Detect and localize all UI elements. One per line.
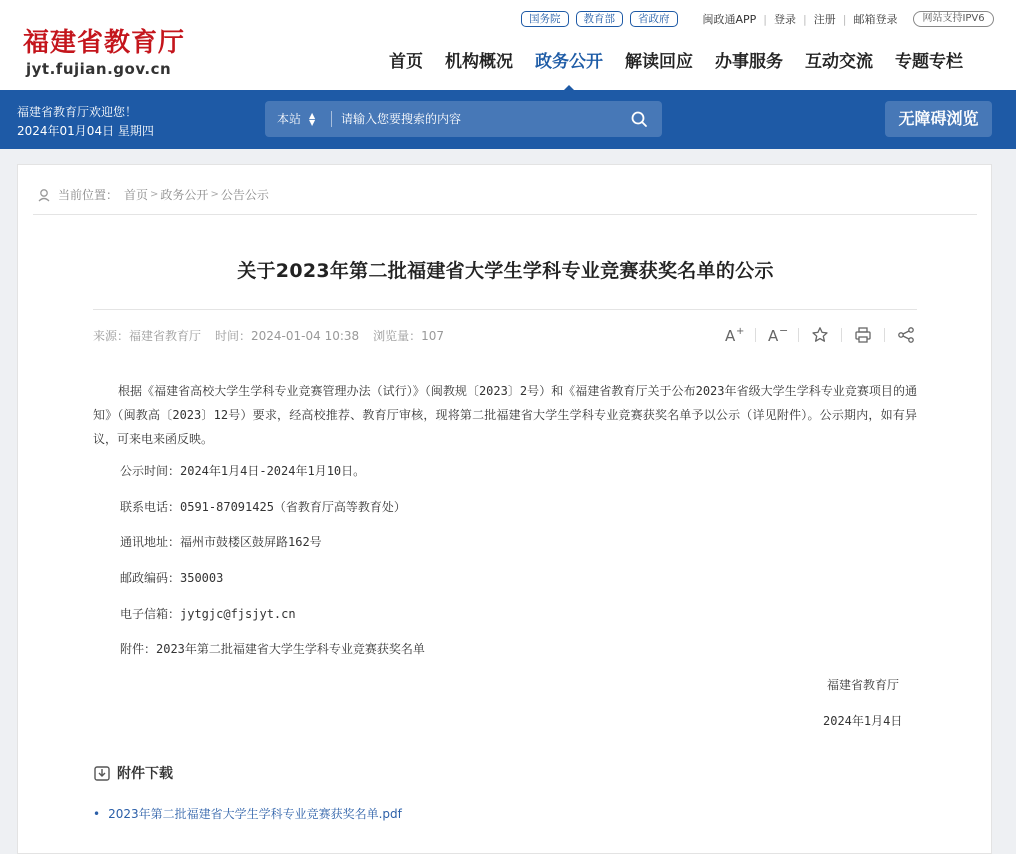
divider bbox=[884, 328, 885, 342]
article-body bbox=[93, 379, 917, 728]
attachment-filename[interactable]: 2023年第二批福建省大学生学科专业竞赛获奖名单.pdf bbox=[108, 807, 402, 821]
attachments-heading bbox=[93, 763, 173, 783]
contact-phone: 联系电话：0591-87091425（省教育厅高等教育处） bbox=[120, 500, 406, 514]
breadcrumb-home[interactable]: 首页 bbox=[124, 188, 149, 202]
login-link[interactable]: 登录 bbox=[774, 13, 797, 26]
search-icon[interactable] bbox=[630, 110, 648, 128]
search-input[interactable] bbox=[341, 101, 611, 137]
article-card bbox=[17, 164, 992, 854]
nav-services[interactable]: 办事服务 bbox=[715, 52, 783, 72]
nav-topics[interactable]: 专题专栏 bbox=[895, 52, 963, 72]
breadcrumb-separator: > bbox=[150, 189, 159, 200]
article-tools bbox=[724, 325, 916, 345]
register-link[interactable]: 注册 bbox=[813, 13, 836, 26]
divider bbox=[798, 328, 799, 342]
divider bbox=[93, 309, 917, 310]
signature-date: 2024年1月4日 bbox=[823, 714, 903, 728]
font-smaller-icon[interactable] bbox=[767, 325, 787, 345]
divider bbox=[331, 111, 332, 127]
nav-home[interactable]: 首页 bbox=[389, 52, 423, 72]
top-links-bar bbox=[521, 10, 994, 28]
article-time: 时间：2024-01-04 10:38 bbox=[215, 329, 360, 343]
accessibility-button[interactable]: 无障碍浏览 bbox=[885, 101, 992, 137]
body-paragraph: 根据《福建省高校大学生学科专业竞赛管理办法（试行）》（闽教规〔2023〕2号）和《福建省教育厅关于公布2023年省级大学生学科专业竞赛项目的通知》（闽教高〔2023〕12号）要求，经高校推荐、教育厅审核，现将第二批福建省大学生学科专业竞赛获奖名单予以公示（详见附件）。公示期内，如有异议，可来电来函反映。 bbox=[93, 384, 917, 446]
search-box bbox=[265, 101, 662, 137]
search-scope-select[interactable]: 本站 bbox=[277, 112, 302, 126]
contact-email: 电子信箱：jytgjc@fjsjyt.cn bbox=[120, 607, 296, 621]
current-date: 2024年01月04日 星期四 bbox=[17, 124, 154, 138]
breadcrumb-announcements[interactable]: 公告公示 bbox=[220, 188, 269, 202]
link-provincial-gov[interactable]: 省政府 bbox=[630, 11, 678, 27]
article-source: 来源：福建省教育厅 bbox=[93, 329, 202, 343]
bullet: • bbox=[93, 807, 101, 821]
divider bbox=[33, 214, 977, 215]
divider: | bbox=[842, 12, 847, 26]
updown-arrow-icon[interactable]: ▲ ▼ bbox=[309, 111, 316, 127]
location-icon bbox=[37, 188, 51, 202]
divider bbox=[755, 328, 756, 342]
svg-text:+: + bbox=[736, 326, 745, 337]
link-state-council[interactable]: 国务院 bbox=[521, 11, 569, 27]
svg-text:A: A bbox=[768, 327, 779, 345]
link-ministry-education[interactable]: 教育部 bbox=[576, 11, 624, 27]
attachment-note: 附件：2023年第二批福建省大学生学科专业竞赛获奖名单 bbox=[120, 642, 425, 656]
nav-government-affairs[interactable]: 政务公开 bbox=[535, 47, 603, 72]
mailing-address: 通讯地址：福州市鼓楼区鼓屏路162号 bbox=[120, 535, 322, 549]
article-meta bbox=[93, 327, 458, 344]
nav-interaction[interactable]: 互动交流 bbox=[805, 52, 873, 72]
breadcrumb bbox=[37, 186, 269, 203]
mail-login-link[interactable]: 邮箱登录 bbox=[853, 13, 898, 26]
article-views: 浏览量：107 bbox=[373, 329, 445, 343]
breadcrumb-government-affairs[interactable]: 政务公开 bbox=[160, 188, 209, 202]
download-icon bbox=[93, 764, 111, 782]
publicity-period: 公示时间：2024年1月4日-2024年1月10日。 bbox=[120, 464, 366, 478]
divider: | bbox=[763, 12, 768, 26]
welcome-block bbox=[17, 103, 154, 141]
welcome-text: 福建省教育厅欢迎您！ bbox=[17, 105, 138, 119]
attachment-link[interactable] bbox=[93, 805, 402, 822]
star-icon[interactable] bbox=[810, 325, 830, 345]
svg-text:A: A bbox=[725, 327, 736, 345]
divider: | bbox=[803, 12, 807, 26]
site-logo[interactable]: 福建省教育厅 bbox=[23, 28, 186, 58]
share-icon[interactable] bbox=[896, 325, 916, 345]
link-minzhengtong-app[interactable]: 闽政通APP bbox=[702, 13, 757, 26]
site-domain: jyt.fujian.gov.cn bbox=[26, 60, 172, 78]
postal-code: 邮政编码：350003 bbox=[120, 571, 224, 585]
main-nav bbox=[389, 47, 963, 72]
article-title: 关于2023年第二批福建省大学生学科专业竞赛获奖名单的公示 bbox=[237, 260, 774, 282]
site-header bbox=[0, 0, 1016, 90]
nav-organization[interactable]: 机构概况 bbox=[445, 52, 513, 72]
signature-org: 福建省教育厅 bbox=[827, 678, 900, 692]
ipv6-badge: 网站支持IPV6 bbox=[913, 11, 993, 27]
font-larger-icon[interactable] bbox=[724, 325, 744, 345]
search-band bbox=[0, 90, 1016, 149]
divider bbox=[841, 328, 842, 342]
nav-interpretation[interactable]: 解读回应 bbox=[625, 52, 693, 72]
breadcrumb-prefix: 当前位置： bbox=[58, 188, 119, 202]
attachments-heading-text: 附件下载 bbox=[117, 766, 173, 782]
breadcrumb-separator: > bbox=[210, 189, 219, 200]
print-icon[interactable] bbox=[853, 325, 873, 345]
svg-text:−: − bbox=[779, 324, 789, 337]
